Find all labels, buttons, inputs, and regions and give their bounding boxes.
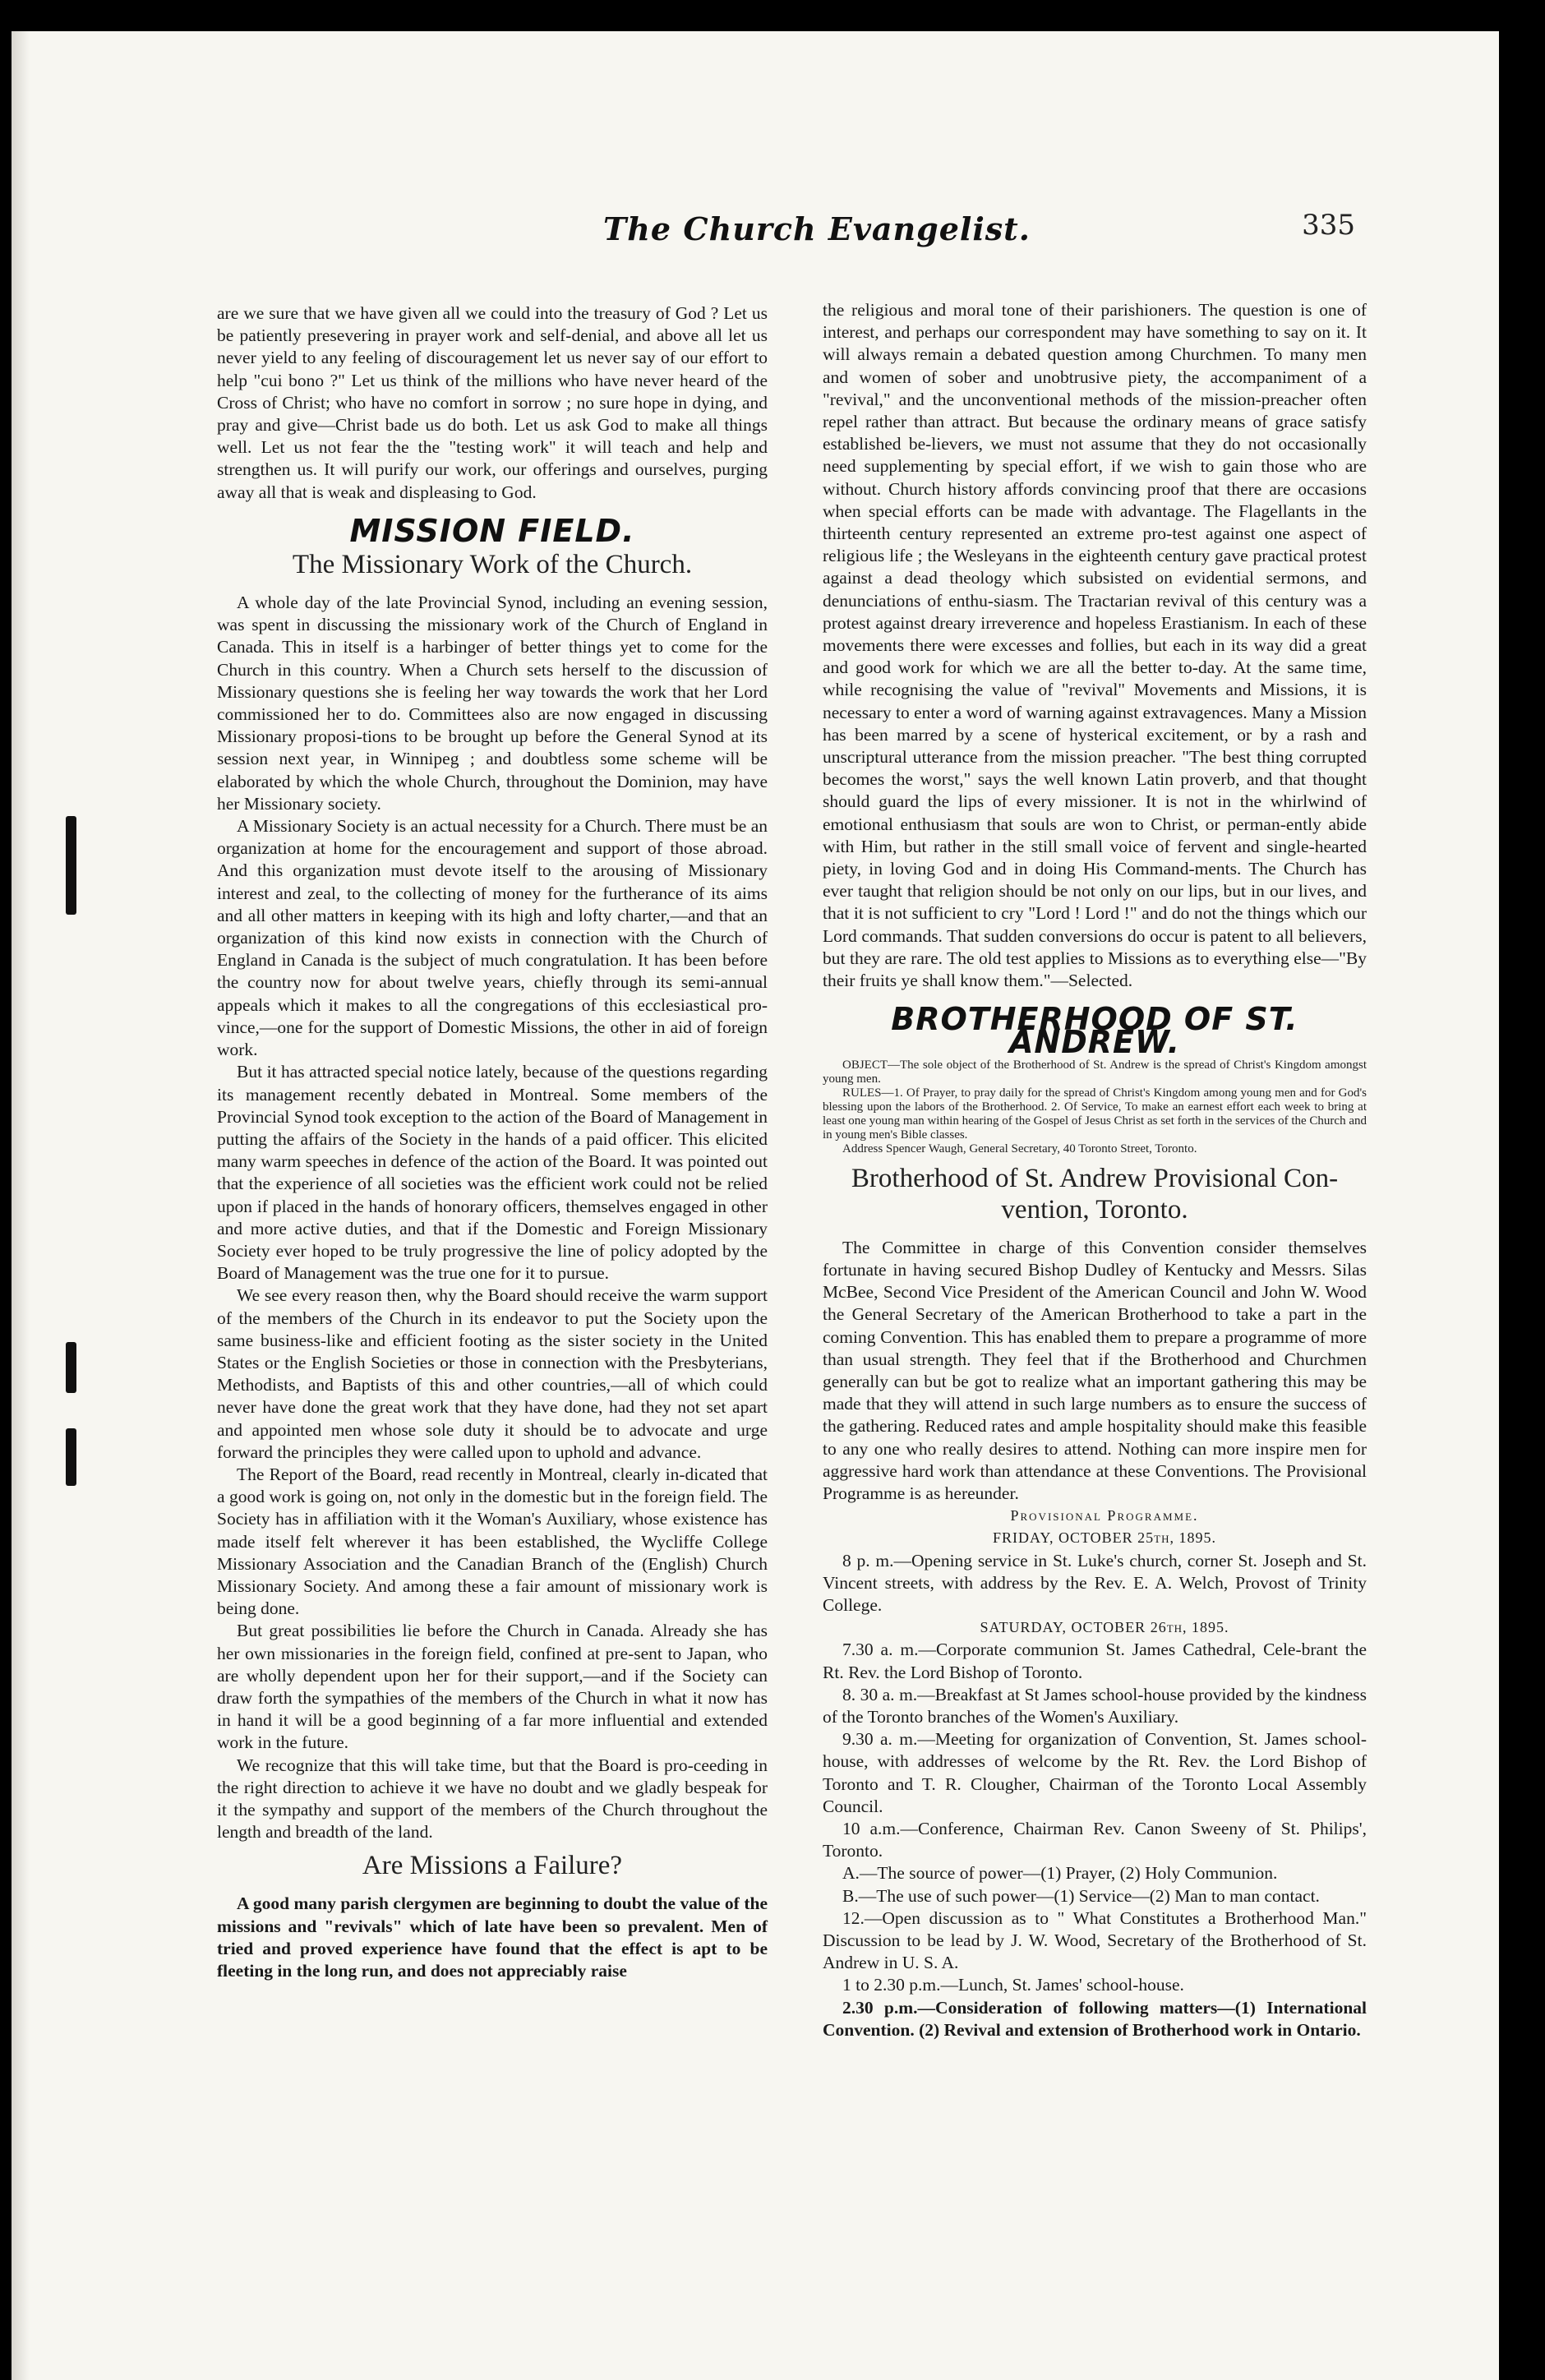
convention-paragraph: The Committee in charge of this Convention consider themselves fortunate in having secured Bishop Dudley of Kentucky and Messrs. Silas McBee, Second Vice President of the American Council and John W. Wood the General Secretary of the American Brotherhood to take a part in the coming Convention. This has enabled them to prepare a programme of more than usual strength. They feel that if the Brotherhood and Churchmen generally can but be got to realize what an important gathering this may be made that they will attend in such large numbers as to ensure the success of the gathering. Reduced rates and ample hospitality should make this feasible to any one who really desires to attend. Nothing can more inspire men for aggressive hard work than attendance at these Conventions. The Provisional Programme is as hereunder. (823, 1237, 1367, 1503)
running-title: The Church Evangelist. (603, 210, 1031, 247)
article-paragraph: We recognize that this will take time, but that the Board is pro-ceeding in the right direction to achieve it we have no doubt and we gladly bespeak for it the sympathy and support of the members of the Church throughout the length and breadth of the land. (217, 1755, 768, 1843)
programme-item: A.—The source of power—(1) Prayer, (2) Holy Communion. (842, 1863, 1278, 1884)
article-title-missionary-work: The Missionary Work of the Church. (292, 550, 693, 580)
programme-item: 10 a.m.—Conference, Chairman Rev. Canon Sweeny of St. Philips', Toronto. (823, 1818, 1367, 1861)
article-paragraph: But it has attracted special notice lately, because of the questions regarding its management recently debated in Montreal. Some members of the Provincial Synod took exception to the action of the Board of Management in putting the affairs of the Society in the hands of a paid officer. This elicited many warm speeches in defence of the action of the Board. It was pointed out that the experience of all societies was the efficient work could not be relied upon if placed in the hands of honorary officers, themselves engaged in other and more active duties, and that if the Domestic and Foreign Missionary Society ever hoped to be truly progressive the line of policy adopted by the Board of Management was the true one for it to pursue. (217, 1062, 768, 1284)
programme-item: 8 p. m.—Opening service in St. Luke's church, corner St. Joseph and St. Vincent streets, with address by the Rev. E. A. Welch, Provost of Trinity College. (823, 1550, 1367, 1615)
article-paragraph: The Report of the Board, read recently in Montreal, clearly in-dicated that a good work is going on, not only in the domestic but in the foreign field. The Society has in affiliation with it the Woman's Auxiliary, whose existence has made itself felt wherever it has been established, the Wycliffe College Missionary Association and the Canadian Branch of the (English) Church Missionary Society. And among these a fair amount of missionary work is being done. (217, 1464, 768, 1619)
section-title-mission-field: MISSION FIELD. (349, 512, 635, 549)
address-note: Address Spencer Waugh, General Secretary, 40 Toronto Street, Toronto. (842, 1142, 1197, 1155)
article-title-missions-failure: Are Missions a Failure? (362, 1851, 623, 1881)
programme-item: 2.30 p.m.—Consideration of following matters—(1) International Convention. (2) Revival and extension of Brotherhood work in Ontario. (823, 1997, 1367, 2040)
rules-note: RULES—1. Of Prayer, to pray daily for the spread of Christ's Kingdom among young men and for God's blessing upon the labors of the Brotherhood. 2. Of Service, To make an earnest effort each week to bring at least one young man within hearing of the Gospel of Jesus Christ as set forth in the services of the Church and in young men's Bible classes. (823, 1086, 1367, 1142)
programme-item: B.—The use of such power—(1) Service—(2) Man to man contact. (842, 1885, 1320, 1906)
continuation-paragraph: the religious and moral tone of their parishioners. The question is one of interest, and perhaps our correspondent may have something to say on it. It will always remain a debated question among Churchmen. To many men and women of sober and unobtrusive piety, the accompaniment of a "revival," and the unconventional methods of the mission-preacher often repel rather than attract. But because the ordinary means of grace satisfy established be-lievers, we must not assume that they do not occasionally need supplementing by special effort, if we wish to gain those who are without. Church history affords convincing proof that there are occasions when special efforts can be made with advantage. The Flagellants in the thirteenth century represented an extreme pro-test against one aspect of religious life ; the Wesleyans in the eighteenth century gave practical protest against a dead theology which subsisted on evidential sermons, and denunciations of enthu-siasm. The Tractarian revival of this century was a protest against dreary irreverence and hopeless Erastianism. In each of these movements there were excesses and follies, but each in its way did a great and good work for which we are all the better to-day. At the same time, while recognising the value of "revival" Movements and Missions, it is necessary to enter a word of warning against extravagences. Many a Mission has been marred by a scene of hysterical excitement, or by a rash and unscriptural utterance from the mission preacher. "The best thing corrupted becomes the worst," says the well known Latin proverb, and that thought should guard the lips of every missioner. It is not in the whirlwind of emotional enthusiasm that souls are won to Christ, or perman-ently abide with Him, but rather in the still small voice of fervent and single-hearted piety, in loving God and in doing His Command-ments. The Church has ever taught that religion should be not only on our lips, but in our lives, and that it is not sufficient to cry "Lord ! Lord !" and do not the things which our Lord commands. That sudden conversions do occur is patent to all believers, but they are rare. The old test applies to Missions as to everything else—"By their fruits ye shall know them."—Selected. (823, 300, 1367, 991)
programme-item: 8. 30 a. m.—Breakfast at St James school-house provided by the kindness of the Toronto branches of the Women's Auxiliary. (823, 1684, 1367, 1727)
binding-mark (66, 1342, 76, 1393)
page-edge (12, 31, 30, 2380)
friday-date: FRIDAY, OCTOBER 25th, 1895. (992, 1529, 1217, 1547)
programme-title: Provisional Programme. (1010, 1507, 1199, 1524)
missions-failure-paragraph: A good many parish clergymen are beginning to doubt the value of the missions and "revivals" which of late have been so prevalent. Men of tried and proved experience have found that the effect is apt to be fleeting in the long run, and does not appreciably raise (217, 1893, 768, 1981)
programme-item: 12.—Open discussion as to " What Constitutes a Brotherhood Man." Discussion to be lead by J. W. Wood, Secretary of the Brotherhood of St. Andrew in U. S. A. (823, 1907, 1367, 1973)
programme-item: 9.30 a. m.—Meeting for organization of Convention, St. James school-house, with addresses of welcome by the Rt. Rev. the Lord Bishop of Toronto and T. R. Clougher, Chairman of the Toronto Local Assembly Council. (823, 1729, 1367, 1816)
page-number: 335 (1302, 209, 1355, 242)
programme-item: 1 to 2.30 p.m.—Lunch, St. James' school-house. (842, 1975, 1184, 1995)
saturday-date: SATURDAY, OCTOBER 26th, 1895. (980, 1619, 1229, 1636)
article-title-convention: Brotherhood of St. Andrew Provisional Con-vention, Toronto. (851, 1163, 1339, 1225)
intro-paragraph: are we sure that we have given all we could into the treasury of God ? Let us be patiently presevering in prayer work and self-denial, and above all let us never yield to any feeling of discouragement let us never say of our effort to help "cui bono ?" Let us think of the millions who have never heard of the Cross of Christ; who have no comfort in sorrow ; no sure hope in dying, and pray and give—Christ bade us do both. Let us ask God to make all things well. Let us not fear the the "testing work" it will teach and help and strengthen us. It will purify our work, our offerings and ourselves, purging away all that is weak and displeasing to God. (217, 303, 768, 502)
programme-item: 7.30 a. m.—Corporate communion St. James Cathedral, Cele-brant the Rt. Rev. the Lord Bishop of Toronto. (823, 1640, 1367, 1682)
article-paragraph: We see every reason then, why the Board should receive the warm support of the members of the Church in its endeavor to put the Society upon the same business-like and efficient footing as the sister society in the United States or the English Societies or those in connection with the Presbyterians, Methodists, and Baptists of this and other countries,—all of which could never have done the great work that they have done, had they not set apart and appointed men whose sole duty it should be to advocate and urge forward the principles they were called upon to uphold and advance. (217, 1285, 768, 1462)
article-paragraph: A Missionary Society is an actual necessity for a Church. There must be an organization at home for the encouragement and support of those abroad. And this organization must devote itself to the arousing of Missionary interest and zeal, to the collecting of money for the furtherance of its aims and all other matters in keeping with its high and lofty charter,—and that an organization of this kind now exists in connection with the Church of England in Canada is the subject of much congratulation. It has been before the country now for about twelve years, chiefly through its semi-annual appeals which it makes to all the congregations of this ecclesiastical pro-vince,—one for the support of Domestic Missions, the other in aid of foreign work. (217, 816, 768, 1060)
right-column (823, 299, 1367, 2041)
binding-mark (66, 816, 76, 915)
section-title-brotherhood: BROTHERHOOD OF ST. ANDREW. (891, 1001, 1298, 1060)
article-paragraph: But great possibilities lie before the Church in Canada. Already she has her own missionaries in the foreign field, confined at pre-sent to Japan, who are wholly dependent upon her for their support,—and if the Society can draw forth the sympathies of the members of the Church in what it now has in hand it will be a good beginning of a far more influential and extended work in the future. (217, 1621, 768, 1753)
scanned-page (12, 31, 1499, 2380)
left-column (217, 302, 768, 1982)
article-paragraph: A whole day of the late Provincial Synod, including an evening session, was spent in discussing the missionary work of the Church of England in Canada. This in itself is a harbinger of better things yet to come for the Church in this country. When a Church sets herself to the discussion of Missionary questions she is feeling her way towards the work that her Lord commissioned her to do. Committees also are now engaged in discussing Missionary proposi-tions to be brought up before the General Synod at its session next year, in Winnipeg ; and doubtless some scheme will be elaborated by which the whole Church, throughout the Dominion, may have her Missionary society. (217, 593, 768, 814)
binding-mark (66, 1428, 76, 1486)
object-note: OBJECT—The sole object of the Brotherhood of St. Andrew is the spread of Christ's Kingdom amongst young men. (823, 1058, 1367, 1086)
